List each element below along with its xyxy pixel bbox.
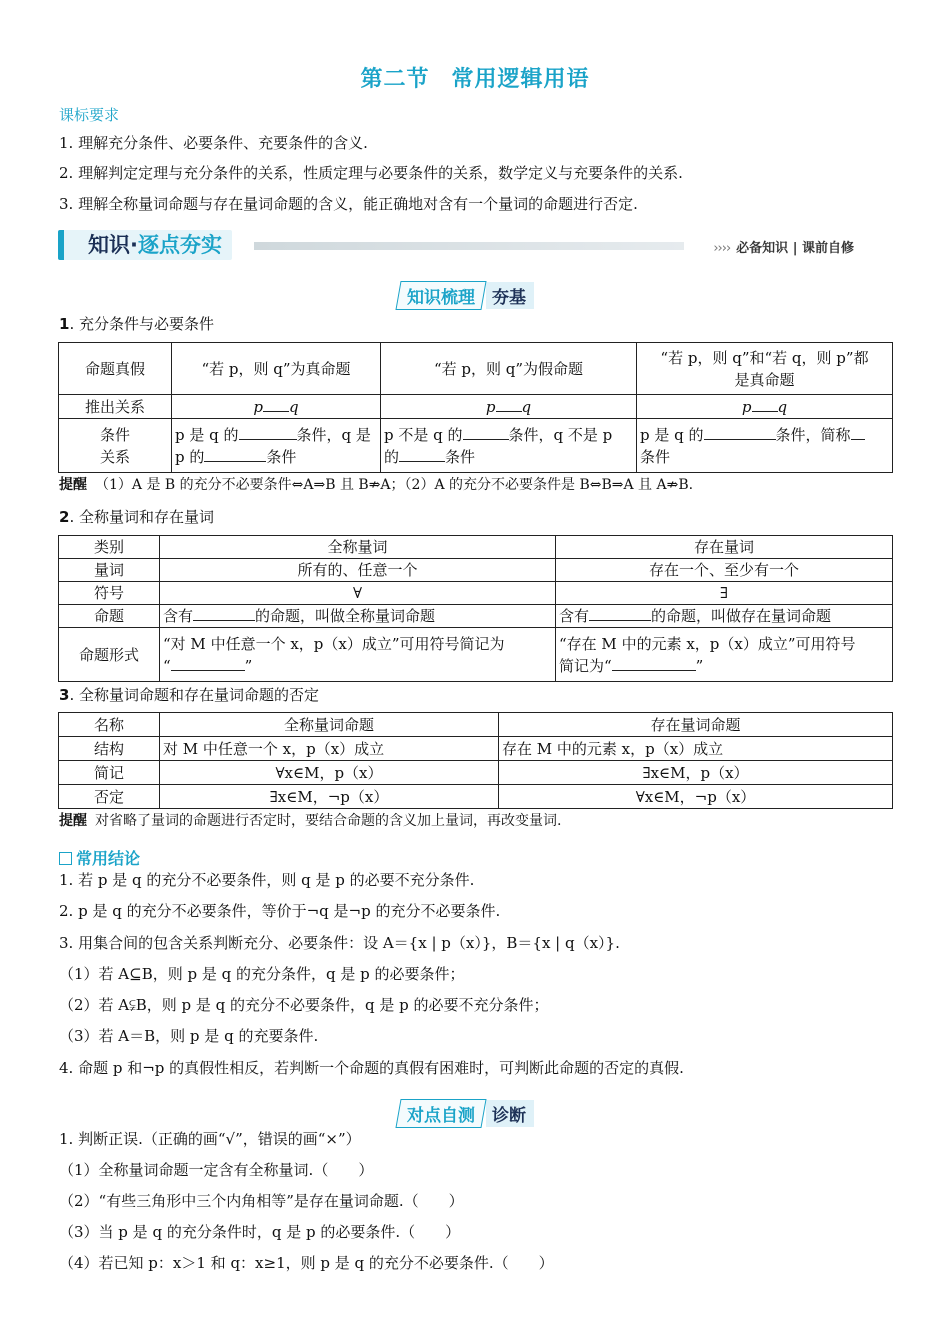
table-cell: 所有的、任意一个 xyxy=(160,559,556,582)
table-row xyxy=(59,395,893,419)
table-row xyxy=(59,536,893,559)
banner-right xyxy=(713,237,854,256)
page-title xyxy=(0,62,950,93)
table-header: 类别 xyxy=(59,536,160,559)
table-cell: 命题 xyxy=(59,605,160,628)
banner-divider xyxy=(254,242,684,250)
table-cell: 结构 xyxy=(59,737,160,761)
section-pill-knowledge xyxy=(398,281,534,310)
table-cell: 含有 的命题，叫做全称量词命题 xyxy=(160,605,556,628)
exercise-item: 1. 判断正误.（正确的画“√”，错误的画“×”） xyxy=(59,1130,361,1148)
table-row xyxy=(59,559,893,582)
conclusion-item: （1）若 A⊆B，则 p 是 q 的充分条件，q 是 p 的必要条件； xyxy=(59,965,465,983)
table-header: 存在量词 xyxy=(556,536,893,559)
chevrons-icon: ›››› xyxy=(713,241,731,256)
section-heading: 1. 充分条件与必要条件 xyxy=(59,315,214,333)
square-icon xyxy=(59,852,72,865)
table-cell: ∃x∈M，p（x） xyxy=(499,761,893,785)
banner-right-b: 课前自修 xyxy=(801,241,854,256)
table-cell: 命题形式 xyxy=(59,628,160,682)
table-row xyxy=(59,713,893,737)
table-row xyxy=(59,737,893,761)
table-cell: p q xyxy=(637,395,893,419)
table-cell: 简记 xyxy=(59,761,160,785)
table-cell: 存在 M 中的元素 x，p（x）成立 xyxy=(499,737,893,761)
banner-sep: | xyxy=(792,241,798,256)
conclusion-item: 3. 用集合间的包含关系判断充分、必要条件：设 A＝{x | p（x）}，B＝{x | q（x）}. xyxy=(59,934,620,952)
table-header: 存在量词命题 xyxy=(499,713,893,737)
table-cell: “对 M 中任意一个 x，p（x）成立”可用符号简记为 “ ” xyxy=(160,628,556,682)
section-pill-selftest xyxy=(398,1099,534,1128)
pill-box-text: 知识梳理 xyxy=(407,288,475,308)
table-cell: 存在一个、至少有一个 xyxy=(556,559,893,582)
title-part1: 第二节 xyxy=(360,67,430,92)
reminder-1: 提醒 （1）A 是 B 的充分不必要条件⇔A⇒B 且 B⇏A；（2）A 的充分不必要条件是 B⇔B⇒A 且 A⇏B. xyxy=(59,477,694,493)
banner-left-a: 知识 xyxy=(88,233,130,257)
standard-item: 2. 理解判定定理与充分条件的关系，性质定理与必要条件的关系，数学定义与充要条件的关系. xyxy=(59,164,683,182)
table-cell: 对 M 中任意一个 x，p（x）成立 xyxy=(160,737,499,761)
table-row xyxy=(59,605,893,628)
table-header: 全称量词 xyxy=(160,536,556,559)
exercise-item: （4）若已知 p：x＞1 和 q：x≥1，则 p 是 q 的充分不必要条件.（ ） xyxy=(59,1254,554,1272)
table-cell: p q xyxy=(381,395,637,419)
table-cell: “存在 M 中的元素 x，p（x）成立”可用符号 简记为“ ” xyxy=(556,628,893,682)
table-cell: 命题真假 xyxy=(59,343,172,395)
table-cell: p q xyxy=(172,395,381,419)
pill-box-text: 对点自测 xyxy=(407,1106,475,1126)
table-row xyxy=(59,785,893,809)
quantifier-table xyxy=(58,535,893,682)
exercise-item: （1）全称量词命题一定含有全称量词.（ ） xyxy=(59,1161,374,1179)
table-cell: ∃ xyxy=(556,582,893,605)
table-cell: 推出关系 xyxy=(59,395,172,419)
standard-item: 3. 理解全称量词命题与存在量词命题的含义，能正确地对含有一个量词的命题进行否定. xyxy=(59,195,638,213)
banner-tag xyxy=(58,230,232,260)
table-cell: 条件 关系 xyxy=(59,419,172,473)
conclusion-item: 4. 命题 p 和¬p 的真假性相反，若判断一个命题的真假有困难时，可判断此命题的否定的真假. xyxy=(59,1059,684,1077)
table-cell: p 不是 q 的 条件，q 不是 p 的 条件 xyxy=(381,419,637,473)
table-row xyxy=(59,761,893,785)
exercise-item: （2）“有些三角形中三个内角相等”是存在量词命题.（ ） xyxy=(59,1192,464,1210)
table-cell: “若 p，则 q”为真命题 xyxy=(172,343,381,395)
table-cell: 否定 xyxy=(59,785,160,809)
title-part2: 常用逻辑用语 xyxy=(451,67,590,92)
table-cell: ∃x∈M，¬p（x） xyxy=(160,785,499,809)
table-cell: ∀x∈M，p（x） xyxy=(160,761,499,785)
pill-tail-text: 夯基 xyxy=(486,282,534,309)
sufficient-necessary-table xyxy=(58,342,893,473)
banner-left-b: 逐点夯实 xyxy=(137,233,222,257)
pill-tail-text: 诊断 xyxy=(486,1100,534,1127)
conclusion-item: （2）若 A⫋B，则 p 是 q 的充分不必要条件，q 是 p 的必要不充分条件； xyxy=(59,996,549,1014)
table-cell: 符号 xyxy=(59,582,160,605)
table-row xyxy=(59,419,893,473)
table-row xyxy=(59,343,893,395)
table-cell: 含有 的命题，叫做存在量词命题 xyxy=(556,605,893,628)
reminder-2: 提醒 对省略了量词的命题进行否定时，要结合命题的含义加上量词，再改变量词. xyxy=(59,813,562,829)
table-cell: ∀x∈M，¬p（x） xyxy=(499,785,893,809)
section-heading: 2. 全称量词和存在量词 xyxy=(59,508,214,526)
conclusion-item: 1. 若 p 是 q 的充分不必要条件，则 q 是 p 的必要不充分条件. xyxy=(59,871,475,889)
standard-item: 1. 理解充分条件、必要条件、充要条件的含义. xyxy=(59,134,368,152)
conclusion-item: 2. p 是 q 的充分不必要条件，等价于¬q 是¬p 的充分不必要条件. xyxy=(59,902,501,920)
conclusion-item: （3）若 A＝B，则 p 是 q 的充要条件. xyxy=(59,1027,319,1045)
table-cell: “若 p，则 q”和“若 q，则 p”都 是真命题 xyxy=(637,343,893,395)
conclusions-label: 常用结论 xyxy=(59,846,140,869)
table-cell: p 是 q 的 条件，q 是 p 的 条件 xyxy=(172,419,381,473)
table-header: 名称 xyxy=(59,713,160,737)
table-row xyxy=(59,582,893,605)
standards-label: 课标要求 xyxy=(59,106,120,124)
section-heading: 3. 全称量词命题和存在量词命题的否定 xyxy=(59,686,319,704)
table-cell: 量词 xyxy=(59,559,160,582)
knowledge-banner xyxy=(58,230,894,264)
table-header: 全称量词命题 xyxy=(160,713,499,737)
exercise-item: （3）当 p 是 q 的充分条件时，q 是 p 的必要条件.（ ） xyxy=(59,1223,461,1241)
banner-dot: · xyxy=(130,233,138,257)
table-cell: “若 p，则 q”为假命题 xyxy=(381,343,637,395)
banner-right-a: 必备知识 xyxy=(736,241,789,256)
table-cell: ∀ xyxy=(160,582,556,605)
table-cell: p 是 q 的 条件，简称 条件 xyxy=(637,419,893,473)
negation-table xyxy=(58,712,893,809)
table-row xyxy=(59,628,893,682)
